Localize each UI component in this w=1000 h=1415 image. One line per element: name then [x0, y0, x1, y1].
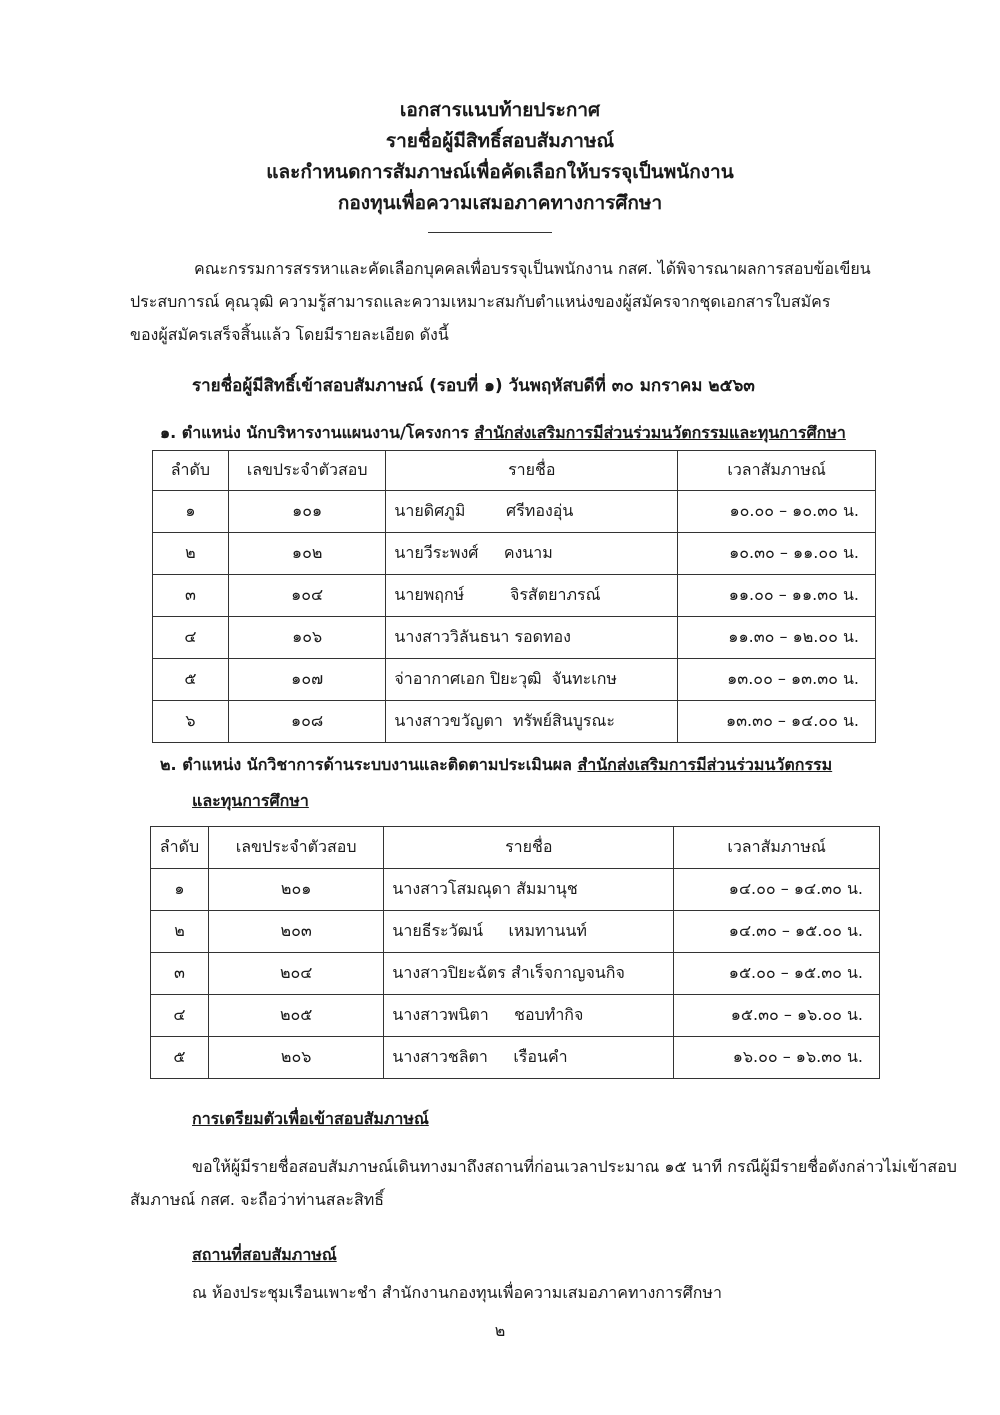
header-line-2: รายชื่อผู้มีสิทธิ์สอบสัมภาษณ์ [385, 130, 615, 152]
time-cell: ๑๕.๓๐ – ๑๖.๐๐ น. [674, 995, 880, 1037]
time-cell: ๑๓.๓๐ – ๑๔.๐๐ น. [678, 701, 876, 743]
exam-id-cell: ๒๐๓ [208, 911, 383, 953]
table-row [153, 575, 876, 617]
seq-cell: ๒ [151, 911, 209, 953]
seq-cell: ๕ [151, 1037, 209, 1079]
time-cell: ๑๑.๓๐ – ๑๒.๐๐ น. [678, 617, 876, 659]
exam-id-cell: ๒๐๔ [208, 953, 383, 995]
table-header-row [153, 451, 876, 491]
header-line-3: และกำหนดการสัมภาษณ์เพื่อคัดเลือกให้บรรจุเป็นพนักงาน [266, 161, 734, 183]
page-number: ๒ [494, 1321, 506, 1340]
table-row [153, 659, 876, 701]
column-header-time: เวลาสัมภาษณ์ [674, 827, 880, 869]
time-cell: ๑๕.๐๐ – ๑๕.๓๐ น. [674, 953, 880, 995]
time-cell: ๑๐.๐๐ – ๑๐.๓๐ น. [678, 491, 876, 533]
preparation-line-2: สัมภาษณ์ กสศ. จะถือว่าท่านสละสิทธิ์ [130, 1190, 385, 1209]
table-row [151, 1037, 880, 1079]
intro-line-1: คณะกรรมการสรรหาและคัดเลือกบุคคลเพื่อบรรจุเป็นพนักงาน กสศ. ได้พิจารณาผลการสอบข้อเขียน [194, 259, 871, 278]
column-header-time: เวลาสัมภาษณ์ [678, 451, 876, 491]
column-header-exam-id: เลขประจำตัวสอบ [208, 827, 383, 869]
name-cell: นายดิศภูมิ ศรีทองอุ่น [386, 491, 678, 533]
time-cell: ๑๔.๓๐ – ๑๕.๐๐ น. [674, 911, 880, 953]
seq-cell: ๕ [153, 659, 229, 701]
name-cell: นางสาวขวัญตา ทรัพย์สินบูรณะ [386, 701, 678, 743]
table-row [151, 995, 880, 1037]
exam-id-cell: ๑๐๘ [228, 701, 386, 743]
name-cell: นายธีระวัฒน์ เหมทานนท์ [384, 911, 674, 953]
section-1-table [152, 450, 876, 743]
venue-text: ณ ห้องประชุมเรือนเพาะชำ สำนักงานกองทุนเพื่อความเสมอภาคทางการศึกษา [192, 1283, 722, 1302]
section-1-unit: สำนักส่งเสริมการมีส่วนร่วมนวัตกรรมและทุนการศึกษา [474, 423, 846, 442]
section-1-heading [160, 421, 846, 446]
header-line-4: กองทุนเพื่อความเสมอภาคทางการศึกษา [337, 192, 663, 214]
preparation-paragraph [130, 1150, 957, 1216]
column-header-seq: ลำดับ [151, 827, 209, 869]
document-header [0, 95, 1000, 219]
column-header-seq: ลำดับ [153, 451, 229, 491]
time-cell: ๑๐.๓๐ – ๑๑.๐๐ น. [678, 533, 876, 575]
table-row [151, 869, 880, 911]
exam-id-cell: ๒๐๑ [208, 869, 383, 911]
exam-id-cell: ๑๐๖ [228, 617, 386, 659]
table-row [151, 911, 880, 953]
header-divider [428, 232, 552, 233]
table-row [153, 491, 876, 533]
exam-id-cell: ๒๐๕ [208, 995, 383, 1037]
name-cell: นางสาววิลันธนา รอดทอง [386, 617, 678, 659]
table-row [153, 617, 876, 659]
time-cell: ๑๔.๐๐ – ๑๔.๓๐ น. [674, 869, 880, 911]
table-row [153, 533, 876, 575]
round-heading: รายชื่อผู้มีสิทธิ์เข้าสอบสัมภาษณ์ (รอบที่ ๑) วันพฤหัสบดีที่ ๓๐ มกราคม ๒๕๖๓ [192, 376, 755, 396]
column-header-name: รายชื่อ [384, 827, 674, 869]
table-header-row [151, 827, 880, 869]
name-cell: จ่าอากาศเอก ปิยะวุฒิ จันทะเกษ [386, 659, 678, 701]
name-cell: นางสาวโสมณุดา สัมมานุช [384, 869, 674, 911]
intro-line-2: ประสบการณ์ คุณวุฒิ ความรู้สามารถและความเหมาะสมกับตำแหน่งของผู้สมัครจากชุดเอกสารใบสมัคร [130, 292, 831, 311]
exam-id-cell: ๑๐๔ [228, 575, 386, 617]
time-cell: ๑๑.๐๐ – ๑๑.๓๐ น. [678, 575, 876, 617]
seq-cell: ๔ [153, 617, 229, 659]
name-cell: นางสาวพนิตา ชอบทำกิจ [384, 995, 674, 1037]
section-1-position: ๑. ตำแหน่ง นักบริหารงานแผนงาน/โครงการ [160, 423, 475, 442]
section-2-unit: สำนักส่งเสริมการมีส่วนร่วมนวัตกรรม [577, 755, 833, 774]
intro-line-3: ของผู้สมัครเสร็จสิ้นแล้ว โดยมีรายละเอียด ดังนี้ [130, 325, 449, 344]
name-cell: นายพฤกษ์ จิรสัตยาภรณ์ [386, 575, 678, 617]
section-2-table [150, 826, 880, 1079]
column-header-exam-id: เลขประจำตัวสอบ [228, 451, 386, 491]
table-row [151, 953, 880, 995]
table-row [153, 701, 876, 743]
seq-cell: ๒ [153, 533, 229, 575]
section-2-unit-continued: และทุนการศึกษา [192, 791, 309, 810]
name-cell: นางสาวปิยะฉัตร สำเร็จกาญจนกิจ [384, 953, 674, 995]
seq-cell: ๔ [151, 995, 209, 1037]
header-line-1: เอกสารแนบท้ายประกาศ [399, 99, 601, 121]
exam-id-cell: ๑๐๗ [228, 659, 386, 701]
seq-cell: ๓ [151, 953, 209, 995]
exam-id-cell: ๑๐๑ [228, 491, 386, 533]
venue-heading: สถานที่สอบสัมภาษณ์ [192, 1245, 337, 1264]
preparation-line-1: ขอให้ผู้มีรายชื่อสอบสัมภาษณ์เดินทางมาถึงสถานที่ก่อนเวลาประมาณ ๑๕ นาที กรณีผู้มีรายชื่อดังกล่าวไม่เข้าสอบ [192, 1157, 957, 1176]
name-cell: นางสาวชลิตา เรือนคำ [384, 1037, 674, 1079]
name-cell: นายวีระพงศ์ คงนาม [386, 533, 678, 575]
seq-cell: ๑ [151, 869, 209, 911]
exam-id-cell: ๒๐๖ [208, 1037, 383, 1079]
preparation-heading: การเตรียมตัวเพื่อเข้าสอบสัมภาษณ์ [192, 1109, 429, 1128]
time-cell: ๑๖.๐๐ – ๑๖.๓๐ น. [674, 1037, 880, 1079]
section-2-position: ๒. ตำแหน่ง นักวิชาการด้านระบบงานและติดตามประเมินผล [160, 755, 578, 774]
section-2-heading [160, 753, 832, 778]
seq-cell: ๑ [153, 491, 229, 533]
column-header-name: รายชื่อ [386, 451, 678, 491]
exam-id-cell: ๑๐๒ [228, 533, 386, 575]
seq-cell: ๖ [153, 701, 229, 743]
seq-cell: ๓ [153, 575, 229, 617]
intro-paragraph [130, 252, 910, 351]
time-cell: ๑๓.๐๐ – ๑๓.๓๐ น. [678, 659, 876, 701]
